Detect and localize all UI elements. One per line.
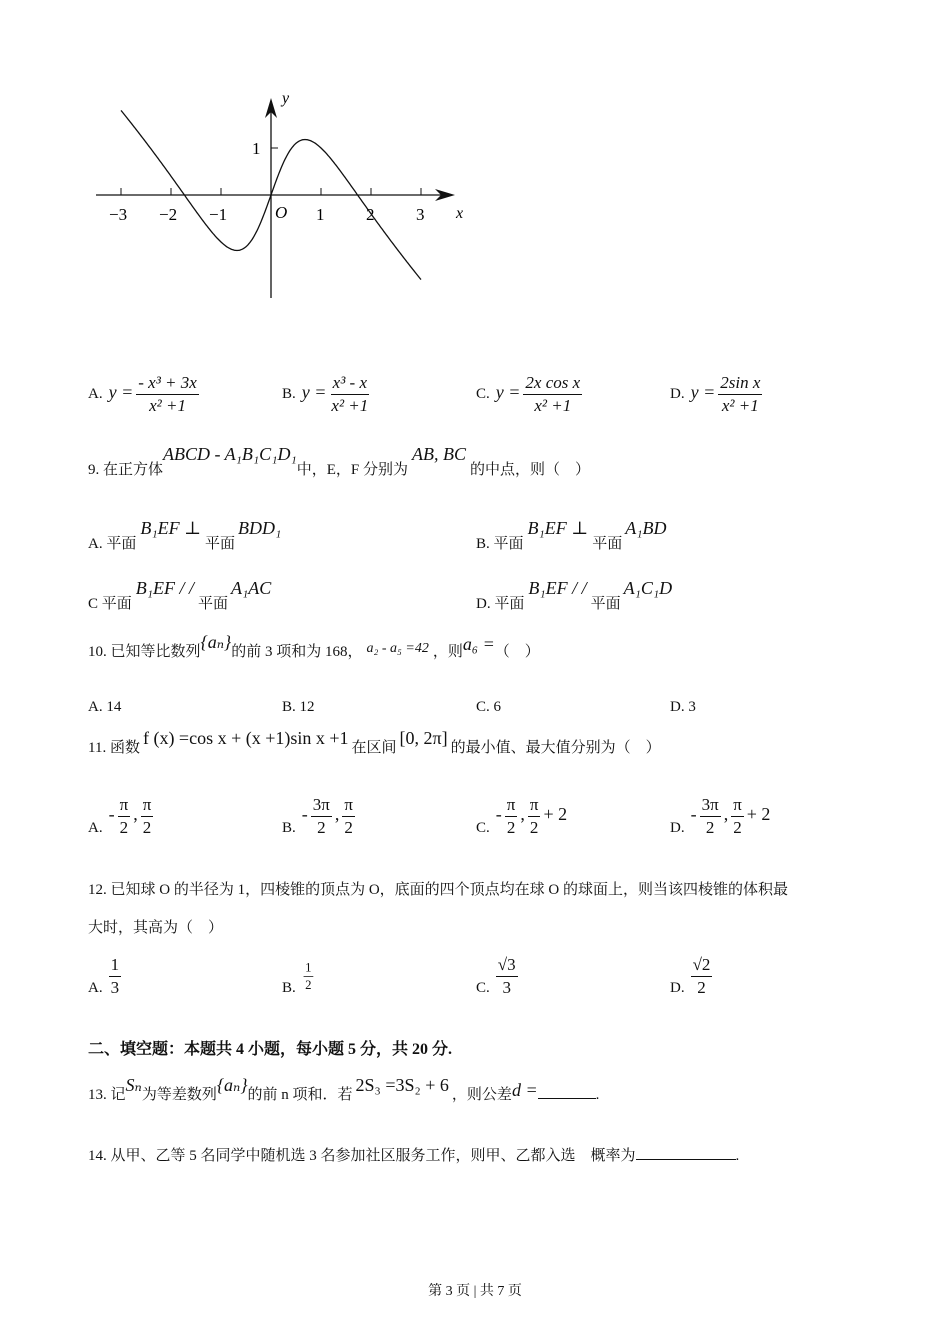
question-12-line1: 12. 已知球 O 的半径为 1，四棱锥的顶点为 O，底面的四个顶点均在球 O 的球面上，则当该四棱锥的体积最 <box>88 882 789 898</box>
q11-option-b[interactable] <box>282 794 358 839</box>
option-math: y = <box>690 381 716 402</box>
q12-option-a[interactable] <box>88 954 124 999</box>
numerator: π <box>731 794 744 817</box>
option-label: C. <box>476 979 490 996</box>
q13-math: {aₙ} <box>216 1075 248 1095</box>
option-text: 平面 <box>205 536 236 552</box>
q13-stem: 13. 记 <box>88 1087 126 1103</box>
q10-option-c[interactable]: C. 6 <box>476 699 502 715</box>
fraction <box>109 954 122 999</box>
option-math: + 2 <box>746 803 771 824</box>
q11-option-d[interactable] <box>670 794 770 839</box>
q9-stem: 的中点，则（ ） <box>469 462 590 478</box>
numerator: 3π <box>311 794 332 817</box>
answer-blank[interactable] <box>636 1159 736 1160</box>
x-tick-label: 2 <box>366 205 375 224</box>
q10-stem: 10. 已知等比数列 <box>88 644 201 660</box>
separator: , <box>334 803 340 824</box>
fraction <box>505 794 518 839</box>
fraction <box>523 372 582 417</box>
page-footer: 第 3 页 | 共 7 页 <box>428 1284 522 1299</box>
x-tick-label: 1 <box>316 205 325 224</box>
fraction <box>136 372 199 417</box>
separator: , <box>723 803 729 824</box>
option-label: B. 平面 <box>476 536 524 552</box>
q9-option-c[interactable] <box>88 578 272 612</box>
option-label: D. <box>670 385 685 402</box>
option-label: B. <box>282 385 296 402</box>
option-math: A₁AC <box>231 578 272 598</box>
q11-stem: 在区间 <box>351 740 397 756</box>
fraction <box>118 794 131 839</box>
q9-option-b[interactable] <box>476 518 667 552</box>
option-math: A₁C₁D <box>623 578 673 598</box>
question-12-line2: 大时，其高为（ ） <box>88 920 224 936</box>
separator: , <box>133 803 138 824</box>
q11-stem: 11. 函数 <box>88 740 140 756</box>
option-label: C 平面 <box>88 596 132 612</box>
option-label: A. <box>88 979 103 996</box>
answer-blank[interactable] <box>538 1098 596 1099</box>
x-axis-label: x <box>456 205 464 222</box>
q10-math: {aₙ} <box>200 632 232 652</box>
denominator: x² +1 <box>149 396 186 415</box>
q11-math: f (x) =cos x + (x +1)sin x +1 <box>142 728 349 748</box>
denominator: 2 <box>344 818 353 837</box>
numerator: 1 <box>109 954 122 977</box>
q14-stem: . <box>735 1148 740 1164</box>
numerator: √3 <box>496 954 518 977</box>
q13-stem: ，则公差 <box>451 1087 512 1103</box>
denominator: 2 <box>317 818 326 837</box>
fraction <box>731 794 744 839</box>
q14-stem: 14. 从甲、乙等 5 名同学中随机选 3 名参加社区服务工作，则甲、乙都入选 概率为 <box>88 1148 636 1164</box>
q9-option-a[interactable] <box>88 518 282 552</box>
q12-option-b[interactable] <box>282 954 317 999</box>
option-math: B₁EF / / <box>135 578 195 598</box>
q11-math: [0, 2π] <box>399 728 448 748</box>
q11-option-c[interactable] <box>476 794 567 839</box>
numerator: 3π <box>700 794 721 817</box>
numerator: π <box>141 794 154 817</box>
option-math: A₁BD <box>625 518 667 538</box>
q8-option-a[interactable] <box>88 372 202 417</box>
q10-stem: 的前 3 项和为 168， <box>231 644 363 660</box>
option-text: 平面 <box>592 536 623 552</box>
q13-stem: . <box>595 1087 600 1103</box>
x-tick-label: 3 <box>416 205 425 224</box>
x-tick-label: −2 <box>159 205 178 224</box>
numerator: 2x cos x <box>523 372 582 395</box>
y-axis-label: y <box>282 90 290 107</box>
denominator: 2 <box>529 818 539 837</box>
q9-stem: 中，E，F 分别为 <box>296 462 408 478</box>
option-label: A. 平面 <box>88 536 137 552</box>
option-label: A. <box>88 819 103 836</box>
y-tick-label: 1 <box>252 139 261 158</box>
q9-stem: 9. 在正方体 <box>88 462 164 478</box>
question-11 <box>88 728 661 757</box>
numerator: √2 <box>691 954 713 977</box>
fraction <box>528 794 541 839</box>
minus-sign: - <box>495 803 502 824</box>
numerator: 2sin x <box>718 372 762 395</box>
x-tick-label: −1 <box>209 205 228 224</box>
numerator: π <box>505 794 518 817</box>
option-math: B₁EF ⊥ <box>527 518 589 538</box>
fraction <box>691 954 713 999</box>
q10-option-d[interactable]: D. 3 <box>670 699 696 715</box>
option-math: y = <box>495 381 521 402</box>
fraction <box>342 794 355 839</box>
q10-stem: （ ） <box>494 644 540 660</box>
fraction <box>141 794 154 839</box>
numerator: x³ - x <box>331 372 369 395</box>
q10-stem: ，则 <box>432 644 463 660</box>
q10-math: a₂ - a₅ =42 <box>366 641 429 656</box>
option-text: 平面 <box>590 596 621 612</box>
option-math: BDD₁ <box>238 518 282 538</box>
fraction <box>329 372 370 417</box>
option-label: D. <box>670 979 685 996</box>
denominator: 2 <box>142 818 152 837</box>
option-label: C. <box>476 819 490 836</box>
denominator: 2 <box>506 818 516 837</box>
option-text: 平面 <box>198 596 229 612</box>
fraction <box>496 954 518 999</box>
function-graph <box>0 0 480 320</box>
q8-option-c[interactable] <box>476 372 585 417</box>
fraction <box>303 960 312 994</box>
separator: , <box>520 803 525 824</box>
q10-option-a[interactable]: A. 14 <box>88 699 122 715</box>
minus-sign: - <box>108 803 115 824</box>
q9-math: ABCD - A₁B₁C₁D₁ <box>163 444 297 464</box>
q13-stem: 的前 n 项和．若 <box>247 1087 353 1103</box>
minus-sign: - <box>690 803 697 824</box>
origin-label: O <box>275 203 288 222</box>
q12-option-c[interactable] <box>476 954 521 999</box>
q13-math: Sₙ <box>125 1075 142 1095</box>
denominator: 2 <box>705 818 715 837</box>
option-math: + 2 <box>543 803 568 824</box>
q13-stem: 为等差数列 <box>141 1087 217 1103</box>
fraction <box>311 794 332 839</box>
question-13 <box>88 1075 600 1104</box>
option-math: y = <box>301 381 327 402</box>
question-9 <box>88 444 590 479</box>
q8-option-b[interactable] <box>282 372 373 417</box>
denominator: x² +1 <box>331 396 369 415</box>
fraction <box>718 372 762 417</box>
option-label: B. <box>282 979 296 996</box>
q9-math: AB, BC <box>411 444 466 464</box>
x-tick-label: −3 <box>109 205 128 224</box>
q13-math: 2S₃ =3S₂ + 6 <box>355 1075 449 1095</box>
denominator: 2 <box>697 978 706 997</box>
denominator: 3 <box>502 978 511 997</box>
option-label: A. <box>88 385 103 402</box>
numerator: π <box>118 794 131 817</box>
denominator: x² +1 <box>721 396 759 415</box>
denominator: 2 <box>304 977 312 992</box>
q11-option-a[interactable] <box>88 794 156 839</box>
q8-option-d[interactable] <box>670 372 765 417</box>
denominator: x² +1 <box>534 396 572 415</box>
option-math: y = <box>108 381 134 402</box>
section-heading: 二、填空题：本题共 4 小题，每小题 5 分，共 20 分. <box>88 1041 453 1058</box>
option-label: D. <box>670 819 685 836</box>
numerator: π <box>342 794 355 817</box>
numerator: 1 <box>303 960 312 977</box>
option-label: C. <box>476 385 490 402</box>
option-math: B₁EF ⊥ <box>140 518 202 538</box>
option-label: B. <box>282 819 296 836</box>
denominator: 2 <box>733 818 742 837</box>
numerator: - x³ + 3x <box>136 372 199 395</box>
q10-math: a₆ = <box>462 634 495 654</box>
q9-option-d[interactable] <box>476 578 673 612</box>
option-label: D. 平面 <box>476 596 525 612</box>
question-10 <box>88 632 540 661</box>
denominator: 2 <box>119 818 129 837</box>
q10-option-b[interactable]: B. 12 <box>282 699 315 715</box>
denominator: 3 <box>110 978 120 997</box>
question-14 <box>88 1144 739 1165</box>
q13-math: d = <box>511 1080 538 1100</box>
q11-stem: 的最小值、最大值分别为（ ） <box>450 740 661 756</box>
numerator: π <box>528 794 541 817</box>
fraction <box>700 794 721 839</box>
q12-option-d[interactable] <box>670 954 715 999</box>
option-math: B₁EF / / <box>528 578 587 598</box>
minus-sign: - <box>301 803 308 824</box>
